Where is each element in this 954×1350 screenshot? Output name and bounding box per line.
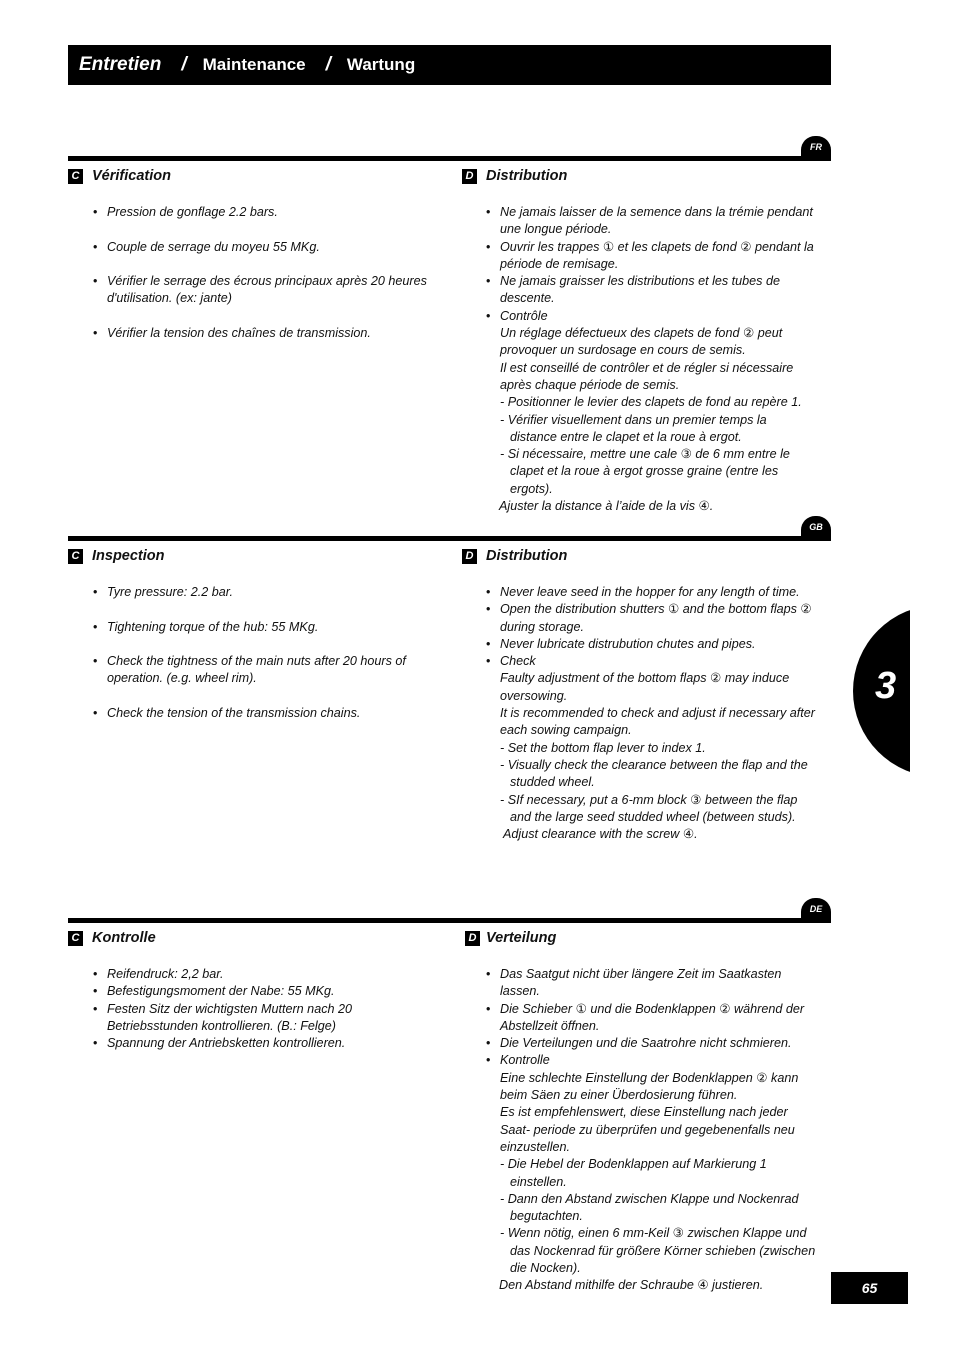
section-title-gb-d — [462, 548, 567, 564]
language-badge-de: DE — [801, 898, 831, 920]
step-item: - Si nécessaire, mettre une cale ③ de 6 mm entre le clapet et la roue à ergot grosse graine (entre les ergots). — [500, 447, 790, 496]
section-heading: Distribution — [486, 168, 568, 184]
list-item: • Spannung der Antriebsketten kontrollieren. — [93, 1035, 413, 1052]
list-item: • Vérifier le serrage des écrous principaux après 20 heures d'utilisation. (ex: jante) — [93, 273, 433, 308]
list-item: • Die Schieber ① und die Bodenklappen ② während der Abstellzeit öffnen. — [486, 1001, 816, 1036]
section-letter-d: D — [465, 931, 480, 946]
list-item: • Ne jamais laisser de la semence dans la trémie pendant une longue période. — [486, 204, 816, 239]
list-item: • Check — [486, 653, 816, 670]
chapter-tab — [853, 605, 954, 777]
list-item: • Festen Sitz der wichtigsten Muttern nach 20 Betriebsstunden kontrollieren. (B.: Felge) — [93, 1001, 413, 1036]
section-heading: Kontrolle — [92, 930, 156, 946]
language-badge-gb: GB — [801, 516, 831, 538]
section-heading: Vérification — [92, 168, 171, 184]
list-item: • Check the tightness of the main nuts after 20 hours of operation. (e.g. wheel rim). — [93, 653, 423, 688]
section-rule-gb — [68, 536, 831, 541]
page-number: 65 — [831, 1272, 908, 1304]
section-title-de-d — [465, 930, 556, 946]
section-letter-d: D — [462, 549, 477, 564]
list-item: • Das Saatgut nicht über längere Zeit im Saatkasten lassen. — [486, 966, 816, 1001]
paragraph: Faulty adjustment of the bottom flaps ② may induce oversowing. — [500, 671, 790, 703]
section-letter-c: C — [68, 549, 83, 564]
list-item: • Kontrolle — [486, 1052, 816, 1069]
final-instruction: Den Abstand mithilfe der Schraube ④ justieren. — [499, 1278, 764, 1293]
paragraph: Un réglage défectueux des clapets de fond ② peut provoquer un surdosage en cours de semis. — [500, 326, 783, 358]
de-c-list — [93, 966, 413, 1052]
step-item: - Die Hebel der Bodenklappen auf Markierung 1 einstellen. — [500, 1157, 767, 1189]
section-rule-de — [68, 918, 831, 923]
list-item: • Open the distribution shutters ① and the bottom flaps ② during storage. — [486, 601, 816, 636]
header-title-de: Wartung — [346, 55, 416, 74]
header-separator-1: / — [181, 54, 187, 75]
list-item: • Never leave seed in the hopper for any length of time. — [486, 584, 816, 601]
section-heading: Inspection — [92, 548, 165, 564]
header-bar — [68, 45, 831, 85]
fr-d-list — [486, 204, 816, 515]
paragraph: Il est conseillé de contrôler et de régler si nécessaire après chaque période de semis. — [500, 360, 794, 392]
step-item: - Wenn nötig, einen 6 mm-Keil ③ zwischen Klappe und das Nockenrad für größere Körner schieben (zwischen die Nocken). — [500, 1226, 816, 1276]
section-heading: Distribution — [486, 548, 568, 564]
section-title-fr-c — [68, 168, 171, 184]
step-item: - Dann den Abstand zwischen Klappe und Nockenrad begutachten. — [500, 1191, 799, 1224]
header-separator-2: / — [325, 54, 331, 75]
step-item: - Visually check the clearance between the flap and the studded wheel. — [500, 757, 808, 790]
list-item: • Pression de gonflage 2.2 bars. — [93, 204, 433, 221]
final-instruction: Adjust clearance with the screw ④. — [503, 827, 698, 842]
paragraph: Es ist empfehlenswert, diese Einstellung nach jeder Saat- periode zu überprüfen und gegebenenfalls neu einzustellen. — [500, 1105, 795, 1154]
section-letter-c: C — [68, 931, 83, 946]
list-item: • Befestigungsmoment der Nabe: 55 MKg. — [93, 983, 413, 1000]
list-item: • Die Verteilungen und die Saatrohre nicht schmieren. — [486, 1035, 816, 1052]
section-title-de-c — [68, 930, 156, 946]
list-item: • Reifendruck: 2,2 bar. — [93, 966, 413, 983]
list-item: • Vérifier la tension des chaînes de transmission. — [93, 325, 433, 342]
step-item: - SIf necessary, put a 6-mm block ③ between the flap and the large seed studded wheel (between studs). — [500, 792, 798, 824]
section-heading: Verteilung — [486, 930, 557, 946]
language-badge-fr: FR — [801, 136, 831, 158]
step-item: - Vérifier visuellement dans un premier temps la distance entre le clapet et la roue à ergot. — [500, 412, 767, 444]
section-letter-d: D — [462, 169, 477, 184]
section-rule-fr — [68, 156, 831, 161]
section-title-fr-d — [462, 168, 567, 184]
final-instruction: Ajuster la distance à l’aide de la vis ④. — [499, 499, 714, 514]
list-item: • Ne jamais graisser les distributions et les tubes de descente. — [486, 273, 816, 308]
header-title-gb: Maintenance — [202, 55, 306, 74]
paragraph: Eine schlechte Einstellung der Bodenklappen ② kann beim Säen zu einer Überdosierung führen. — [500, 1070, 799, 1103]
list-item: • Tyre pressure: 2.2 bar. — [93, 584, 423, 601]
list-item: • Contrôle — [486, 308, 816, 325]
de-d-list — [486, 966, 816, 1295]
header-title-fr: Entretien — [79, 54, 162, 75]
paragraph: It is recommended to check and adjust if necessary after each sowing campaign. — [500, 706, 815, 738]
list-item: • Check the tension of the transmission chains. — [93, 705, 423, 722]
list-item: • Never lubricate distrubution chutes and pipes. — [486, 636, 816, 653]
list-item: • Tightening torque of the hub: 55 MKg. — [93, 619, 423, 636]
section-letter-c: C — [68, 169, 83, 184]
chapter-number: 3 — [875, 665, 897, 707]
list-item: • Couple de serrage du moyeu 55 MKg. — [93, 239, 433, 256]
gb-d-list — [486, 584, 816, 843]
step-item: - Set the bottom flap lever to index 1. — [500, 740, 706, 755]
gb-c-list — [93, 584, 423, 722]
list-item: • Ouvrir les trappes ① et les clapets de fond ② pendant la période de remisage. — [486, 239, 816, 274]
section-title-gb-c — [68, 548, 165, 564]
chapter-tab-edge — [910, 605, 954, 777]
step-item: - Positionner le levier des clapets de fond au repère 1. — [500, 395, 802, 410]
fr-c-list — [93, 204, 433, 342]
